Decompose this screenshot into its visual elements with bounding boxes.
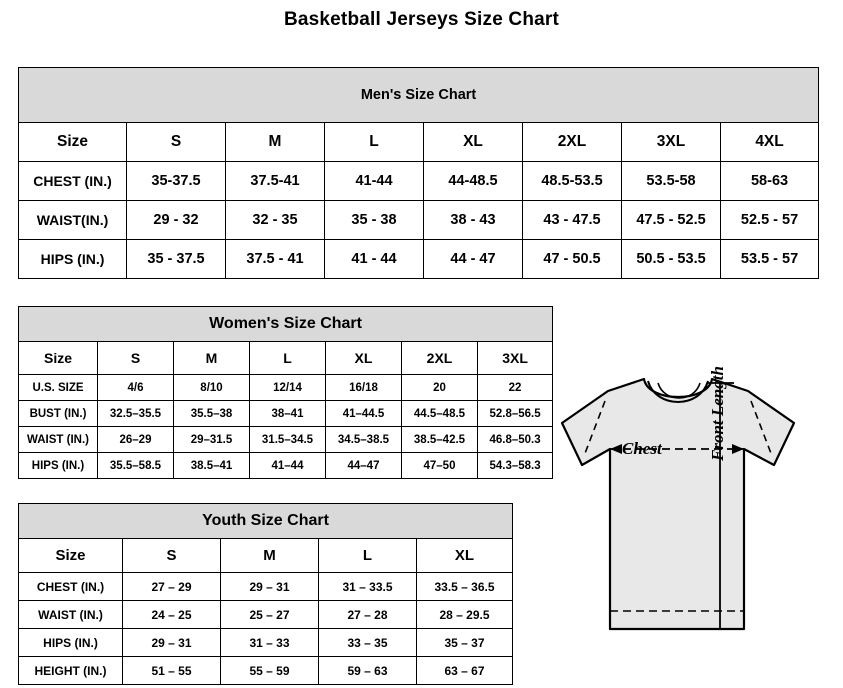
mens-size-chart-table	[18, 67, 819, 279]
mens-header-cell: 4XL	[721, 123, 819, 162]
table-row	[19, 453, 553, 479]
youth-cell: 33 – 35	[319, 629, 417, 657]
youth-header-cell: Size	[19, 539, 123, 573]
mens-row-label: HIPS (IN.)	[19, 240, 127, 279]
youth-cell: 59 – 63	[319, 657, 417, 685]
youth-cell: 33.5 – 36.5	[417, 573, 513, 601]
womens-cell: 26–29	[98, 427, 174, 453]
womens-cell: 38.5–42.5	[402, 427, 478, 453]
womens-cell: 31.5–34.5	[250, 427, 326, 453]
youth-cell: 35 – 37	[417, 629, 513, 657]
womens-cell: 44.5–48.5	[402, 401, 478, 427]
womens-cell: 32.5–35.5	[98, 401, 174, 427]
mens-cell: 44 - 47	[424, 240, 523, 279]
mens-cell: 50.5 - 53.5	[622, 240, 721, 279]
table-row	[19, 201, 819, 240]
mens-cell: 38 - 43	[424, 201, 523, 240]
mens-header-cell: L	[325, 123, 424, 162]
womens-header-cell: 3XL	[478, 342, 553, 375]
youth-size-chart-table	[18, 503, 513, 685]
youth-header-row	[19, 539, 513, 573]
youth-cell: 31 – 33.5	[319, 573, 417, 601]
mens-cell: 48.5-53.5	[523, 162, 622, 201]
mens-cell: 41 - 44	[325, 240, 424, 279]
womens-header-cell: 2XL	[402, 342, 478, 375]
table-row	[19, 375, 553, 401]
womens-cell: 29–31.5	[174, 427, 250, 453]
page-title: Basketball Jerseys Size Chart	[283, 9, 560, 30]
mens-row-label: WAIST(IN.)	[19, 201, 127, 240]
womens-cell: 16/18	[326, 375, 402, 401]
youth-header-cell: M	[221, 539, 319, 573]
womens-cell: 47–50	[402, 453, 478, 479]
youth-cell: 24 – 25	[123, 601, 221, 629]
womens-cell: 46.8–50.3	[478, 427, 553, 453]
womens-row-label: BUST (IN.)	[19, 401, 98, 427]
youth-cell: 63 – 67	[417, 657, 513, 685]
womens-row-label: WAIST (IN.)	[19, 427, 98, 453]
youth-cell: 51 – 55	[123, 657, 221, 685]
mens-cell: 44-48.5	[424, 162, 523, 201]
womens-header-cell: L	[250, 342, 326, 375]
womens-header-row	[19, 342, 553, 375]
mens-cell: 58-63	[721, 162, 819, 201]
womens-cell: 38.5–41	[174, 453, 250, 479]
mens-cell: 47.5 - 52.5	[622, 201, 721, 240]
youth-cell: 29 – 31	[123, 629, 221, 657]
mens-cell: 37.5 - 41	[226, 240, 325, 279]
youth-cell: 27 – 29	[123, 573, 221, 601]
mens-header-row	[19, 123, 819, 162]
table-row	[19, 240, 819, 279]
mens-cell: 53.5 - 57	[721, 240, 819, 279]
womens-cell: 41–44	[250, 453, 326, 479]
womens-header-cell: Size	[19, 342, 98, 375]
womens-cell: 35.5–58.5	[98, 453, 174, 479]
womens-cell: 44–47	[326, 453, 402, 479]
womens-chart-caption-row	[19, 307, 553, 342]
womens-cell: 54.3–58.3	[478, 453, 553, 479]
womens-cell: 52.8–56.5	[478, 401, 553, 427]
table-row	[19, 427, 553, 453]
mens-cell: 35-37.5	[127, 162, 226, 201]
table-row	[19, 573, 513, 601]
youth-chart-caption: Youth Size Chart	[19, 504, 513, 539]
youth-cell: 29 – 31	[221, 573, 319, 601]
mens-chart-caption-row	[19, 68, 819, 123]
womens-header-cell: M	[174, 342, 250, 375]
womens-cell: 38–41	[250, 401, 326, 427]
mens-header-cell: M	[226, 123, 325, 162]
mens-header-cell: 2XL	[523, 123, 622, 162]
womens-header-cell: XL	[326, 342, 402, 375]
table-row	[19, 657, 513, 685]
womens-cell: 34.5–38.5	[326, 427, 402, 453]
mens-cell: 35 - 37.5	[127, 240, 226, 279]
youth-cell: 55 – 59	[221, 657, 319, 685]
youth-header-cell: L	[319, 539, 417, 573]
mens-cell: 29 - 32	[127, 201, 226, 240]
mens-cell: 32 - 35	[226, 201, 325, 240]
womens-row-label: U.S. SIZE	[19, 375, 98, 401]
womens-cell: 8/10	[174, 375, 250, 401]
mens-header-cell: 3XL	[622, 123, 721, 162]
youth-row-label: HIPS (IN.)	[19, 629, 123, 657]
womens-cell: 41–44.5	[326, 401, 402, 427]
womens-chart-caption: Women's Size Chart	[19, 307, 553, 342]
front-length-measure-label: Front Length	[708, 366, 727, 461]
mens-cell: 43 - 47.5	[523, 201, 622, 240]
womens-cell: 20	[402, 375, 478, 401]
youth-cell: 27 – 28	[319, 601, 417, 629]
mens-chart-caption: Men's Size Chart	[19, 68, 819, 123]
youth-row-label: CHEST (IN.)	[19, 573, 123, 601]
mens-cell: 35 - 38	[325, 201, 424, 240]
womens-cell: 12/14	[250, 375, 326, 401]
mens-cell: 47 - 50.5	[523, 240, 622, 279]
youth-cell: 31 – 33	[221, 629, 319, 657]
mens-header-cell: XL	[424, 123, 523, 162]
womens-cell: 22	[478, 375, 553, 401]
youth-row-label: HEIGHT (IN.)	[19, 657, 123, 685]
youth-chart-caption-row	[19, 504, 513, 539]
chest-measure-label: Chest	[622, 439, 662, 458]
mens-cell: 37.5-41	[226, 162, 325, 201]
youth-cell: 28 – 29.5	[417, 601, 513, 629]
mens-cell: 52.5 - 57	[721, 201, 819, 240]
mens-header-cell: Size	[19, 123, 127, 162]
table-row	[19, 601, 513, 629]
mens-cell: 41-44	[325, 162, 424, 201]
jersey-measurement-diagram	[548, 361, 838, 681]
table-row	[19, 401, 553, 427]
womens-cell: 4/6	[98, 375, 174, 401]
womens-row-label: HIPS (IN.)	[19, 453, 98, 479]
youth-cell: 25 – 27	[221, 601, 319, 629]
mens-row-label: CHEST (IN.)	[19, 162, 127, 201]
youth-row-label: WAIST (IN.)	[19, 601, 123, 629]
youth-header-cell: S	[123, 539, 221, 573]
youth-header-cell: XL	[417, 539, 513, 573]
table-row	[19, 162, 819, 201]
womens-size-chart-table	[18, 306, 553, 479]
womens-cell: 35.5–38	[174, 401, 250, 427]
table-row	[19, 629, 513, 657]
womens-header-cell: S	[98, 342, 174, 375]
mens-header-cell: S	[127, 123, 226, 162]
mens-cell: 53.5-58	[622, 162, 721, 201]
